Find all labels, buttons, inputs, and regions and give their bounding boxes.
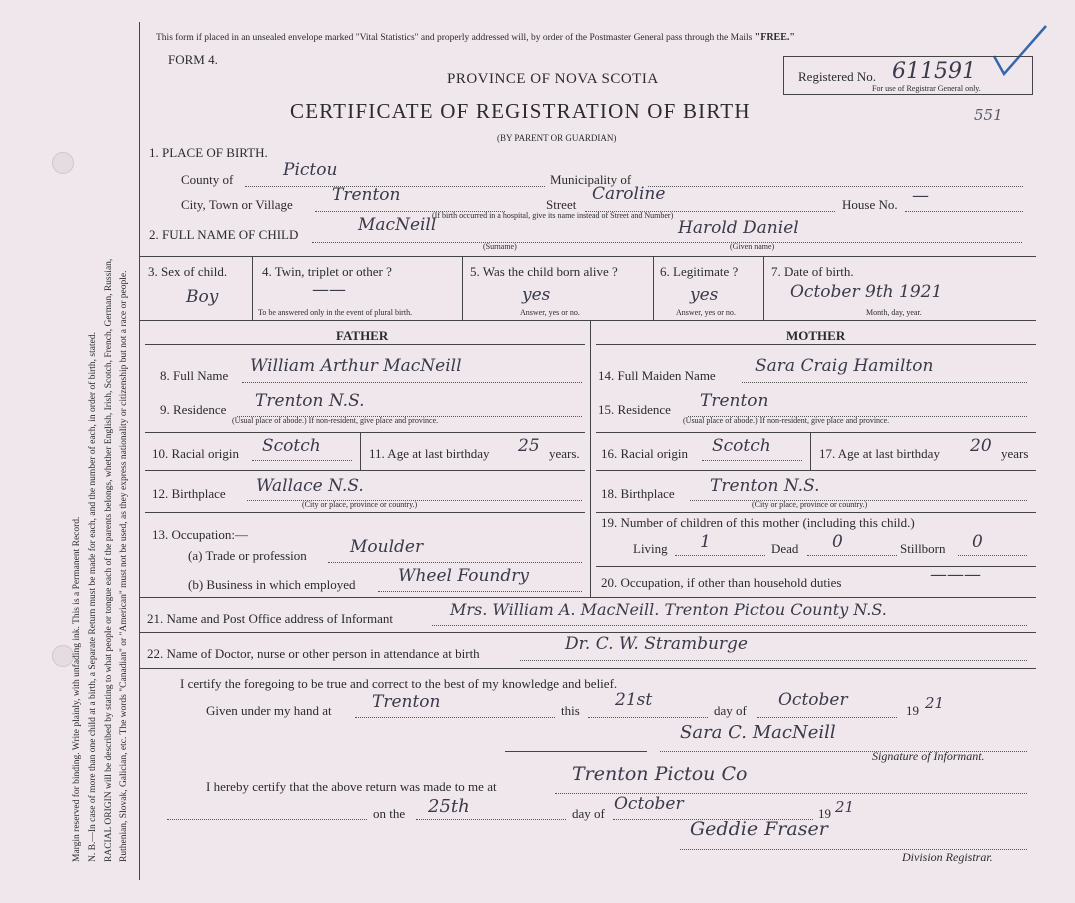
father-row12-bottom: [145, 512, 585, 513]
living-line: [675, 555, 765, 556]
mother-occupation-label: 20. Occupation, if other than household duties: [601, 575, 842, 590]
dead-line: [807, 555, 897, 556]
father-birthplace-note: (City or place, province or country.): [302, 500, 418, 509]
mother-age-value: 20: [970, 436, 992, 456]
father-years-label: years.: [549, 446, 580, 461]
father-birthplace-label: 12. Birthplace: [152, 486, 226, 501]
informant-rule: [139, 632, 1036, 633]
informant-signature-short-rule: [505, 751, 647, 752]
doctor-rule: [139, 668, 1036, 669]
child-surname: MacNeill: [358, 215, 437, 235]
stillborn-label: Stillborn: [900, 541, 946, 556]
on-the-label: on the: [373, 806, 406, 821]
margin-rule: [139, 22, 140, 880]
mother-birthplace-value: Trenton N.S.: [710, 476, 820, 496]
place-of-birth-heading: 1. PLACE OF BIRTH.: [149, 145, 268, 160]
mother-years-label: years: [1001, 446, 1029, 461]
father-racial-label: 10. Racial origin: [152, 446, 240, 461]
alive-value: yes: [522, 285, 551, 305]
father-age-divider: [360, 432, 361, 470]
registrar-month-value: October: [614, 794, 684, 814]
registrar-note: For use of Registrar General only.: [872, 84, 981, 93]
mail-notice: [156, 32, 795, 43]
father-racial-value: Scotch: [262, 436, 321, 456]
father-row10-bottom: [145, 470, 585, 471]
registered-number: 611591: [892, 59, 976, 84]
mother-racial-value: Scotch: [712, 436, 771, 456]
certify-month-value: October: [778, 690, 848, 710]
informant-signature-caption: Signature of Informant.: [872, 749, 985, 763]
mother-heading: MOTHER: [786, 328, 846, 343]
this-label: this: [561, 703, 580, 718]
doctor-line: [520, 660, 1027, 661]
stillborn-value: 0: [972, 532, 983, 552]
house-line: [905, 211, 1023, 212]
parents-bottom-rule: [139, 597, 1036, 598]
margin-note-4: Ruthenian, Slovak, Galician, etc. The words "Canadian" or "American" must not be used, as they express nationality or citizenship but not a race or people.: [119, 270, 129, 862]
house-label: House No.: [842, 197, 898, 212]
registrar-year-value: 21: [835, 798, 855, 816]
stillborn-line: [958, 555, 1027, 556]
father-name-value: William Arthur MacNeill: [250, 356, 462, 376]
registrar-dayof-label: day of: [572, 806, 605, 821]
mother-occupation-value: ———: [930, 565, 981, 585]
binding-hole-bottom: [52, 645, 74, 667]
surname-caption: (Surname): [483, 242, 517, 251]
registrar-place-value: Trenton Pictou Co: [572, 763, 748, 785]
given-place-line: [355, 717, 555, 718]
father-residence-label: 9. Residence: [160, 402, 227, 417]
mother-row16-top: [596, 432, 1036, 433]
father-name-label: 8. Full Name: [160, 368, 229, 383]
parents-heading-rule: [145, 344, 585, 345]
street-value: Caroline: [592, 184, 666, 204]
doctor-value: Dr. C. W. Stramburge: [565, 634, 748, 654]
street-label: Street: [546, 197, 577, 212]
father-business-label: (b) Business in which employed: [188, 577, 356, 592]
alive-note: Answer, yes or no.: [520, 308, 580, 317]
registrar-statement: I hereby certify that the above return was made to me at: [206, 779, 497, 794]
city-value: Trenton: [332, 185, 401, 205]
margin-note-1: Margin reserved for binding. Write plainly, with unfading ink. This is a Permanent Record.: [72, 516, 82, 862]
father-racial-line: [252, 460, 352, 461]
child-name-label: 2. FULL NAME OF CHILD: [149, 227, 299, 242]
father-name-line: [242, 382, 582, 383]
child-name-line: [312, 242, 1022, 243]
certify-day-value: 21st: [615, 690, 653, 710]
certify-statement: I certify the foregoing to be true and correct to the best of my knowledge and belief.: [180, 676, 618, 691]
registrar-signature: Geddie Fraser: [690, 818, 828, 840]
given-place-value: Trenton: [372, 692, 441, 712]
alive-label: 5. Was the child born alive ?: [470, 264, 618, 279]
certify-dayof-label: day of: [714, 703, 747, 718]
hospital-note: (If birth occurred in a hospital, give its name instead of Street and Number): [432, 211, 674, 220]
twin-value: ——: [312, 280, 346, 300]
house-value: —: [912, 186, 929, 206]
registrar-caption: Division Registrar.: [902, 850, 993, 864]
registered-label: Registered No.: [798, 69, 876, 84]
mother-row18-bottom: [596, 512, 1036, 513]
registered-box: [783, 56, 1033, 95]
mail-notice-text: This form if placed in an unsealed envelope marked "Vital Statistics" and properly addressed will, by order of the Postmaster General pass through the Mails: [156, 33, 753, 43]
mother-residence-note: (Usual place of abode.) If non-resident, give place and province.: [683, 416, 890, 425]
free-label: "FREE.": [754, 32, 795, 43]
informant-signature: Sara C. MacNeill: [680, 722, 836, 743]
father-birthplace-value: Wallace N.S.: [256, 476, 364, 496]
father-trade-line: [328, 562, 582, 563]
mother-age-label: 17. Age at last birthday: [819, 446, 940, 461]
row3-divider-4: [763, 256, 764, 320]
father-row10-top: [145, 432, 585, 433]
given-caption: (Given name): [730, 242, 775, 251]
city-label: City, Town or Village: [181, 197, 293, 212]
row3-divider-3: [653, 256, 654, 320]
father-age-value: 25: [518, 436, 540, 456]
binding-hole-top: [52, 152, 74, 174]
sex-value: Boy: [186, 287, 219, 307]
mother-racial-label: 16. Racial origin: [601, 446, 689, 461]
father-residence-note: (Usual place of abode.) If non-resident, give place and province.: [232, 416, 439, 425]
municipality-label: Municipality of: [550, 172, 632, 187]
dead-value: 0: [832, 532, 843, 552]
twin-note: To be answered only in the event of plural birth.: [258, 308, 413, 317]
mother-name-label: 14. Full Maiden Name: [598, 368, 716, 383]
father-age-label: 11. Age at last birthday: [369, 446, 490, 461]
certify-year-prefix: 19: [906, 703, 919, 718]
living-label: Living: [633, 541, 668, 556]
registrar-day-line: [416, 819, 566, 820]
father-occupation-label: 13. Occupation:—: [152, 527, 249, 542]
mother-name-value: Sara Craig Hamilton: [755, 356, 934, 376]
certificate-subtitle: (BY PARENT OR GUARDIAN): [497, 133, 617, 143]
legitimate-value: yes: [690, 285, 719, 305]
row3-divider-1: [252, 256, 253, 320]
birth-date-note: Month, day, year.: [866, 308, 922, 317]
parents-divider: [590, 320, 591, 597]
county-label: County of: [181, 172, 234, 187]
father-heading: FATHER: [336, 328, 389, 343]
sex-label: 3. Sex of child.: [148, 264, 228, 279]
father-business-value: Wheel Foundry: [398, 566, 529, 586]
dead-label: Dead: [771, 541, 799, 556]
county-value: Pictou: [283, 160, 338, 180]
mother-racial-line: [702, 460, 802, 461]
municipality-line: [648, 186, 1023, 187]
certify-day-line: [588, 717, 708, 718]
birth-date-label: 7. Date of birth.: [771, 264, 854, 279]
row3-top-rule: [139, 256, 1036, 257]
father-business-line: [378, 591, 582, 592]
twin-label: 4. Twin, triplet or other ?: [262, 264, 392, 279]
certify-year-value: 21: [925, 694, 945, 712]
registrar-left-line: [167, 819, 367, 820]
informant-line: [432, 625, 1027, 626]
birth-date-value: October 9th 1921: [790, 282, 943, 302]
mother-residence-value: Trenton: [700, 391, 769, 411]
mother-age-divider: [810, 432, 811, 470]
legitimate-note: Answer, yes or no.: [676, 308, 736, 317]
child-given-name: Harold Daniel: [678, 218, 799, 238]
row3-bottom-rule: [139, 320, 1036, 321]
mother-birthplace-note: (City or place, province or country.): [752, 500, 868, 509]
father-residence-value: Trenton N.S.: [255, 391, 365, 411]
doctor-label: 22. Name of Doctor, nurse or other person in attendance at birth: [147, 646, 480, 661]
certificate-title: CERTIFICATE OF REGISTRATION OF BIRTH: [290, 99, 751, 123]
mother-birthplace-label: 18. Birthplace: [601, 486, 675, 501]
legitimate-label: 6. Legitimate ?: [660, 264, 739, 279]
informant-label: 21. Name and Post Office address of Informant: [147, 611, 393, 626]
given-under-label: Given under my hand at: [206, 703, 332, 718]
margin-note-2: N. B.—In case of more than one child at a birth, a Separate Return must be made for each, and the number of each, in order of birth, stated.: [88, 332, 98, 862]
father-trade-value: Moulder: [350, 537, 424, 557]
mother-residence-label: 15. Residence: [598, 402, 671, 417]
margin-note-3: RACIAL ORIGIN will be described by stating to what people or tongue each of the parents belongs, whether English, Irish, Scotch, French, German, Russian,: [104, 258, 114, 862]
province-heading: PROVINCE OF NOVA SCOTIA: [447, 71, 659, 87]
stamp-number: 551: [974, 106, 1003, 124]
informant-value: Mrs. William A. MacNeill. Trenton Pictou County N.S.: [450, 600, 887, 619]
registrar-year-prefix: 19: [818, 806, 831, 821]
father-trade-label: (a) Trade or profession: [188, 548, 307, 563]
registrar-day-value: 25th: [428, 796, 470, 817]
children-count-label: 19. Number of children of this mother (including this child.): [601, 515, 915, 530]
mother-name-line: [742, 382, 1027, 383]
form-number: FORM 4.: [168, 52, 218, 67]
parents-heading-rule-right: [596, 344, 1036, 345]
mother-row16-bottom: [596, 470, 1036, 471]
certify-month-line: [757, 717, 897, 718]
row3-divider-2: [462, 256, 463, 320]
living-value: 1: [700, 532, 711, 552]
